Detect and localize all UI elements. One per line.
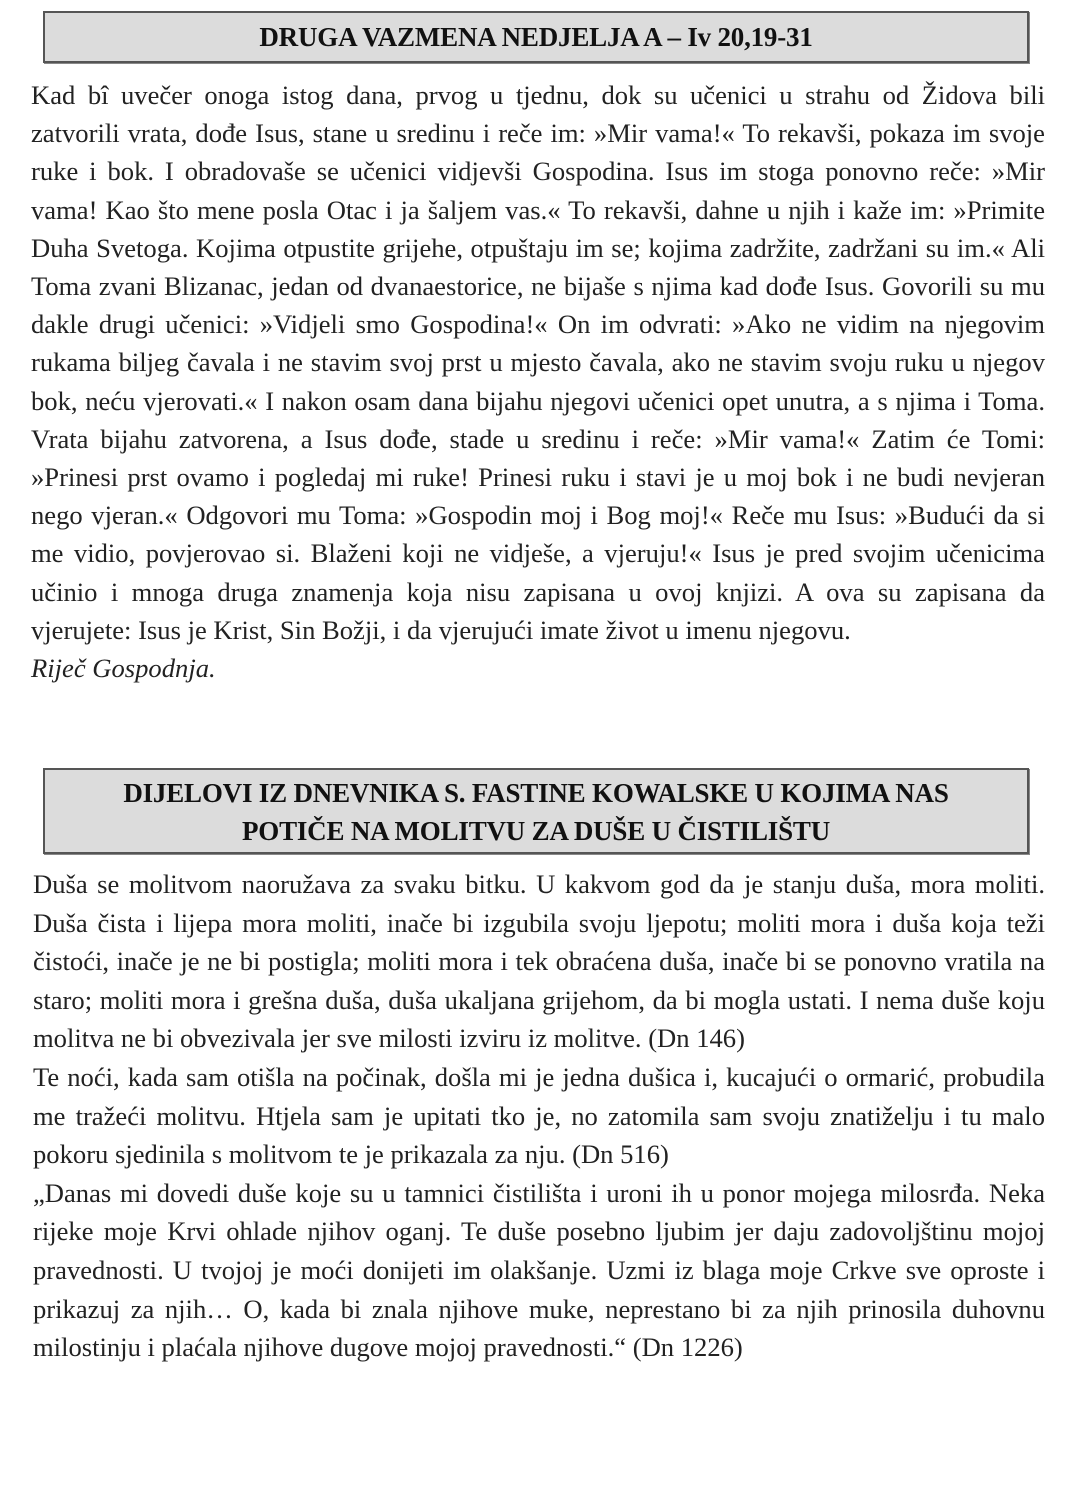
diary-title-line-2: POTIČE NA MOLITVU ZA DUŠE U ČISTILIŠTU [241, 816, 831, 846]
gospel-closing: Riječ Gospodnja. [31, 653, 216, 684]
diary-title-line-1: DIJELOVI IZ DNEVNIKA S. FASTINE KOWALSKE U KOJIMA NAS [123, 778, 949, 808]
gospel-title: DRUGA VAZMENA NEDJELJA A – Iv 20,19-31 [259, 22, 813, 52]
section-heading-diary [43, 768, 1029, 854]
gospel-text: Kad bî uvečer onoga istog dana, prvog u tjednu, dok su učenici u strahu od Židova bili zatvorili vrata, dođe Isus, stane u sredinu i reče im: »Mir vama!« To rekavši, pokaza im svoje ruke i bok. I obradovaše se učenici vidjevši Gospodina. Isus im stoga ponovno reče: »Mir vama! Kao što mene posla Otac i ja šaljem vas.« To rekavši, dahne u njih i kaže im: »Primite Duha Svetoga. Kojima otpustite grijehe, otpuštaju im se; kojima zadržite, zadržani su im.« Ali Toma zvani Blizanac, jedan od dvanaestorice, ne bijaše s njima kad dođe Isus. Govorili su mu dakle drugi učenici: »Vidjeli smo Gospodina!« On im odvrati: »Ako ne vidim na njegovim rukama biljeg čavala i ne stavim svoj prst u mjesto čavala, ako ne stavim svoju ruku u njegov bok, neću vjerovati.« I nakon osam dana bijahu njegovi učenici opet unutra, a s njima i Toma. Vrata bijahu zatvorena, a Isus dođe, stade u sredinu i reče: »Mir vama!« Zatim će Tomi: »Prinesi prst ovamo i pogledaj mi ruke! Prinesi ruku i stavi je u moj bok i ne budi nevjeran nego vjeran.« Odgovori mu Toma: »Gospodin moj i Bog moj!« Reče mu Isus: »Budući da si me vidio, povjerovao si. Blaženi koji ne vidješe, a vjeruju!« Isus je pred svojim učenicima učinio i mnoga druga znamenja koja nisu zapisana u ovoj knjizi. A ova su zapisana da vjerujete: Isus je Krist, Sin Božji, i da vjerujući imate život u imenu njegovu. [31, 80, 1045, 645]
diary-paragraph: Te noći, kada sam otišla na počinak, došla mi je jedna dušica i, kucajući o ormarić, probudila me tražeći molitvu. Htjela sam je upitati tko je, no zatomila sam svoju znatiželju i tu malo pokoru sjedinila s molitvom te je prikazala za nju. (Dn 516) [33, 1061, 1045, 1170]
diary-paragraph: Duša se molitvom naoružava za svaku bitku. U kakvom god da je stanju duša, mora moliti. Duša čista i lijepa mora moliti, inače bi izgubila svoju ljepotu; moliti mora i duša koja teži čistoći, inače je ne bi postigla; moliti mora i tek obraćena duša, inače bi se ponovno vratila na staro; moliti mora i grešna duša, duša ukaljana grijehom, da bi mogla ustati. I nema duše koju molitva ne bi obvezivala jer sve milosti izviru iz molitve. (Dn 146) [33, 869, 1045, 1054]
section-heading-gospel [43, 11, 1029, 63]
gospel-reading [31, 76, 1045, 687]
diary-excerpts [33, 865, 1045, 1367]
diary-paragraph: „Danas mi dovedi duše koje su u tamnici čistilišta i uroni ih u ponor mojega milosrđa. Neka rijeke moje Krvi ohlade njihov oganj. Te duše posebno ljubim jer daju zadovoljštinu mojoj pravednosti. U tvojoj je moći donijeti im olakšanje. Uzmi iz blaga moje Crkve sve oproste i prikazuj za njih… O, kada bi znala njihove muke, neprestano bi za njih prinosila duhovnu milostinju i plaćala njihove dugove mojoj pravednosti.“ (Dn 1226) [33, 1177, 1045, 1363]
